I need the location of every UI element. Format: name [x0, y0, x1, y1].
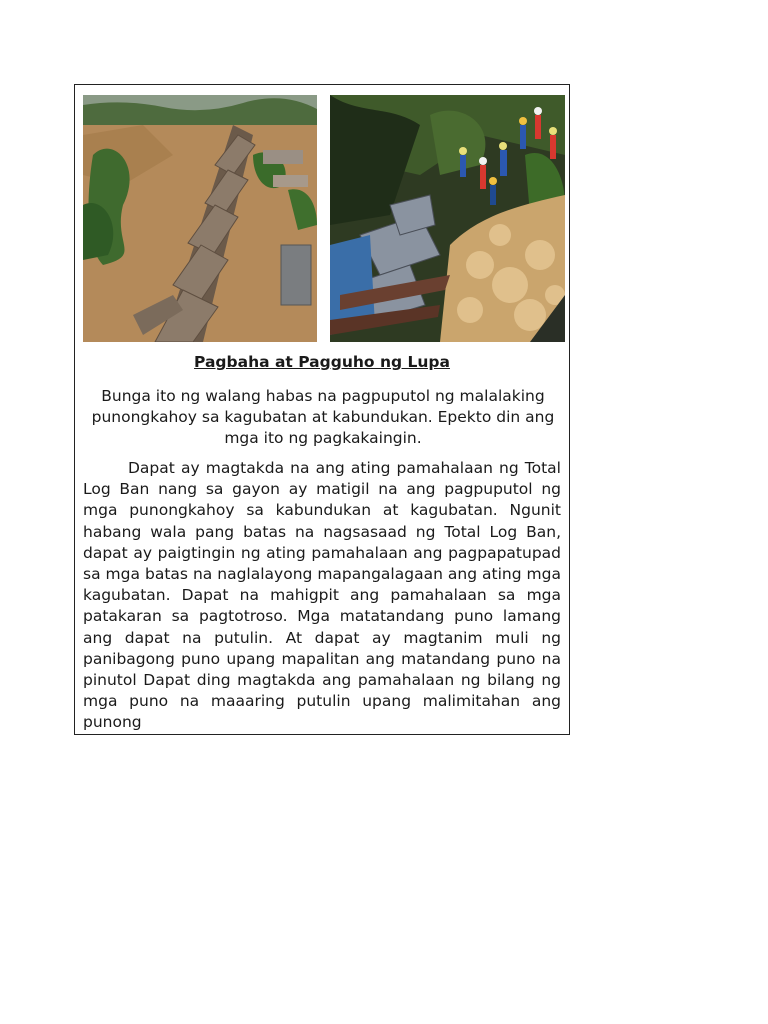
document-box [74, 84, 570, 735]
landslide-photo [330, 95, 565, 342]
body-paragraph: Dapat ay magtakda na ang ating pamahalaan ng Total Log Ban nang sa gayon ay matigil na ang pagpuputol ng mga punongkahoy sa kabundukan at kagubatan. Ngunit habang wala pang batas na nagsasaad ng Total Log Ban, dapat ay paigtingin ng ating pamahalaan ang pagpapatupad sa mga batas na naglalayong mapangalagaan ang ating mga kagubatan. Dapat na mahigpit ang pamahalaan sa mga patakaran sa pagtotroso. Mga matatandang puno lamang ang dapat na putulin. At dapat ay magtanim muli ng panibagong puno upang mapalitan ang matandang puno na pinutol Dapat ding magtakda ang pamahalaan ng bilang ng mga puno na maaaring putulin upang malimitahan ang punong [83, 459, 561, 732]
flood-photo [83, 95, 317, 342]
summary-paragraph: Bunga ito ng walang habas na pagpuputol ng malalaking punongkahoy sa kagubatan at kabundukan. Epekto din ang mga ito ng pagkakaingin. [91, 387, 555, 447]
document-title: Pagbaha at Pagguho ng Lupa [194, 353, 450, 371]
